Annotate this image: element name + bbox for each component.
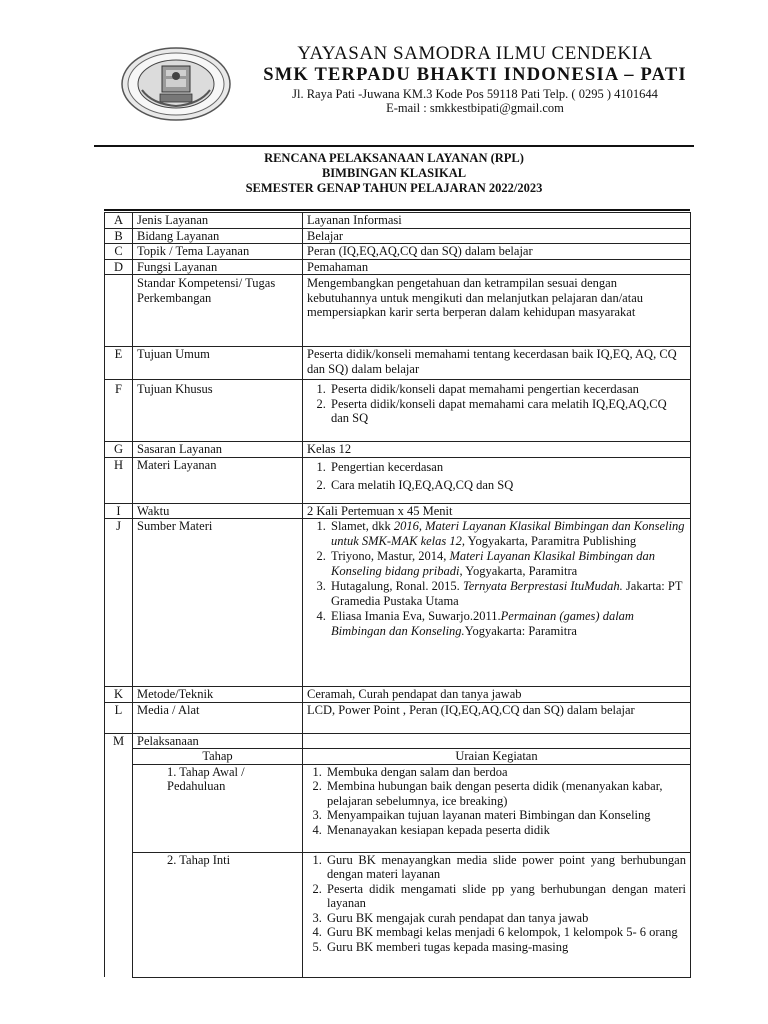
table-row	[105, 519, 691, 687]
table-row	[105, 275, 691, 347]
stage-activities	[303, 764, 691, 852]
document-subtitle: BIMBINGAN KLASIKAL	[321, 166, 467, 180]
row-code: I	[105, 503, 133, 519]
row-value: Belajar	[303, 228, 691, 244]
table-row	[105, 457, 691, 503]
row-code: B	[105, 228, 133, 244]
row-label: Topik / Tema Layanan	[133, 244, 303, 260]
table-row	[105, 442, 691, 458]
row-label: Tujuan Umum	[133, 347, 303, 380]
row-label: Sumber Materi	[133, 519, 303, 687]
list-item: 2. Peserta didik/konseli dapat memahami cara melatih IQ,EQ,AQ,CQ dan SQ	[329, 397, 686, 426]
row-value: Mengembangkan pengetahuan dan ketrampilan sesuai dengan kebutuhannya untuk mengikuti dan melanjutkan pelajaran dan/atau mempersiapkan karir serta berperan dalam kehidupan masyarakat	[303, 275, 691, 347]
row-label: Sasaran Layanan	[133, 442, 303, 458]
table-row	[105, 687, 691, 703]
row-code: M	[105, 733, 133, 977]
row-code: D	[105, 259, 133, 275]
list-item: 1. Guru BK menayangkan media slide power point yang berhubungan dengan materi layanan	[325, 853, 686, 882]
table-row	[105, 244, 691, 260]
row-code: A	[105, 213, 133, 229]
row-label: Bidang Layanan	[133, 228, 303, 244]
row-label: Materi Layanan	[133, 457, 303, 503]
table-row	[105, 503, 691, 519]
source-item: 2. Triyono, Mastur, 2014, Materi Layanan Klasikal Bimbingan dan Konseling bidang pribadi, Yogyakarta, Paramitra	[329, 549, 686, 579]
row-label: Fungsi Layanan	[133, 259, 303, 275]
list-item: 2. Cara melatih IQ,EQ,AQ,CQ dan SQ	[329, 476, 686, 494]
stage-row	[105, 852, 691, 977]
source-item: 3. Hutagalung, Ronal. 2015. Ternyata Berprestasi ItuMudah. Jakarta: PT Gramedia Pustaka Utama	[329, 579, 686, 609]
row-code: G	[105, 442, 133, 458]
row-label: Media / Alat	[133, 702, 303, 733]
stage-header-row	[105, 749, 691, 765]
list-item: 3. Guru BK mengajak curah pendapat dan tanya jawab	[325, 911, 686, 926]
list-item: 2. Peserta didik mengamati slide pp yang berhubungan dengan materi layanan	[325, 882, 686, 911]
table-row	[105, 259, 691, 275]
table-row	[105, 380, 691, 442]
col-uraian-header: Uraian Kegiatan	[303, 749, 691, 765]
row-code: F	[105, 380, 133, 442]
list-item: 1. Pengertian kecerdasan	[329, 458, 686, 476]
stage-name: 1. Tahap Awal / Pedahuluan	[133, 764, 303, 852]
row-value	[303, 519, 691, 687]
document-title: RENCANA PELAKSANAAN LAYANAN (RPL)	[264, 151, 524, 165]
table-row	[105, 213, 691, 229]
list-item: 5. Guru BK memberi tugas kepada masing-masing	[325, 940, 686, 955]
source-item: 1. Slamet, dkk 2016, Materi Layanan Klasikal Bimbingan dan Konseling untuk SMK-MAK kelas 12, Yogyakarta, Paramitra Publishing	[329, 519, 686, 549]
list-item: 1. Membuka dengan salam dan berdoa	[325, 765, 686, 780]
row-code: H	[105, 457, 133, 503]
document-semester: SEMESTER GENAP TAHUN PELAJARAN 2022/2023	[245, 181, 543, 195]
row-value: LCD, Power Point , Peran (IQ,EQ,AQ,CQ dan SQ) dalam belajar	[303, 702, 691, 733]
list-item: 4. Guru BK membagi kelas menjadi 6 kelompok, 1 kelompok 5- 6 orang	[325, 925, 686, 940]
row-value: Peserta didik/konseli memahami tentang kecerdasan baik IQ,EQ, AQ, CQ dan SQ) dalam belajar	[303, 347, 691, 380]
row-value: Ceramah, Curah pendapat dan tanya jawab	[303, 687, 691, 703]
row-code: K	[105, 687, 133, 703]
list-item: 4. Menanayakan kesiapan kepada peserta didik	[325, 823, 686, 838]
row-label: Metode/Teknik	[133, 687, 303, 703]
row-label: Waktu	[133, 503, 303, 519]
table-top-divider	[104, 209, 690, 211]
row-code: J	[105, 519, 133, 687]
stage-activities	[303, 852, 691, 977]
row-value: Peran (IQ,EQ,AQ,CQ dan SQ) dalam belajar	[303, 244, 691, 260]
school-address: Jl. Raya Pati -Juwana KM.3 Kode Pos 59118 Pati Telp. ( 0295 ) 4101644	[292, 87, 658, 101]
list-item: 2. Membina hubungan baik dengan peserta didik (menanyakan kabar, pelajaran sebelumnya, ice breaking)	[325, 779, 686, 808]
source-item: 4. Eliasa Imania Eva, Suwarjo.2011.Permainan (games) dalam Bimbingan dan Konseling.Yogyakarta: Paramitra	[329, 609, 686, 639]
foundation-name: YAYASAN SAMODRA ILMU CENDEKIA	[297, 43, 653, 64]
list-item: 1. Peserta didik/konseli dapat memahami pengertian kecerdasan	[329, 382, 686, 397]
table-row	[105, 228, 691, 244]
row-value: 2 Kali Pertemuan x 45 Menit	[303, 503, 691, 519]
row-value	[303, 733, 691, 749]
table-row	[105, 733, 691, 749]
table-row	[105, 347, 691, 380]
rpl-table	[104, 212, 691, 978]
row-value: Layanan Informasi	[303, 213, 691, 229]
list-item: 3. Menyampaikan tujuan layanan materi Bimbingan dan Konseling	[325, 808, 686, 823]
row-code: E	[105, 347, 133, 380]
col-tahap-header: Tahap	[133, 749, 303, 765]
school-seal-logo	[120, 46, 232, 122]
row-value: Pemahaman	[303, 259, 691, 275]
row-label: Tujuan Khusus	[133, 380, 303, 442]
header-divider	[94, 145, 694, 147]
row-label: Pelaksanaan	[133, 733, 303, 749]
row-value	[303, 380, 691, 442]
school-name: SMK TERPADU BHAKTI INDONESIA – PATI	[263, 65, 687, 85]
row-code: L	[105, 702, 133, 733]
row-value	[303, 457, 691, 503]
row-value: Kelas 12	[303, 442, 691, 458]
stage-name: 2. Tahap Inti	[133, 852, 303, 977]
table-row	[105, 702, 691, 733]
school-email: E-mail : smkkestbipati@gmail.com	[386, 101, 564, 115]
row-label: Jenis Layanan	[133, 213, 303, 229]
row-code	[105, 275, 133, 347]
stage-row	[105, 764, 691, 852]
row-label: Standar Kompetensi/ Tugas Perkembangan	[133, 275, 303, 347]
row-code: C	[105, 244, 133, 260]
